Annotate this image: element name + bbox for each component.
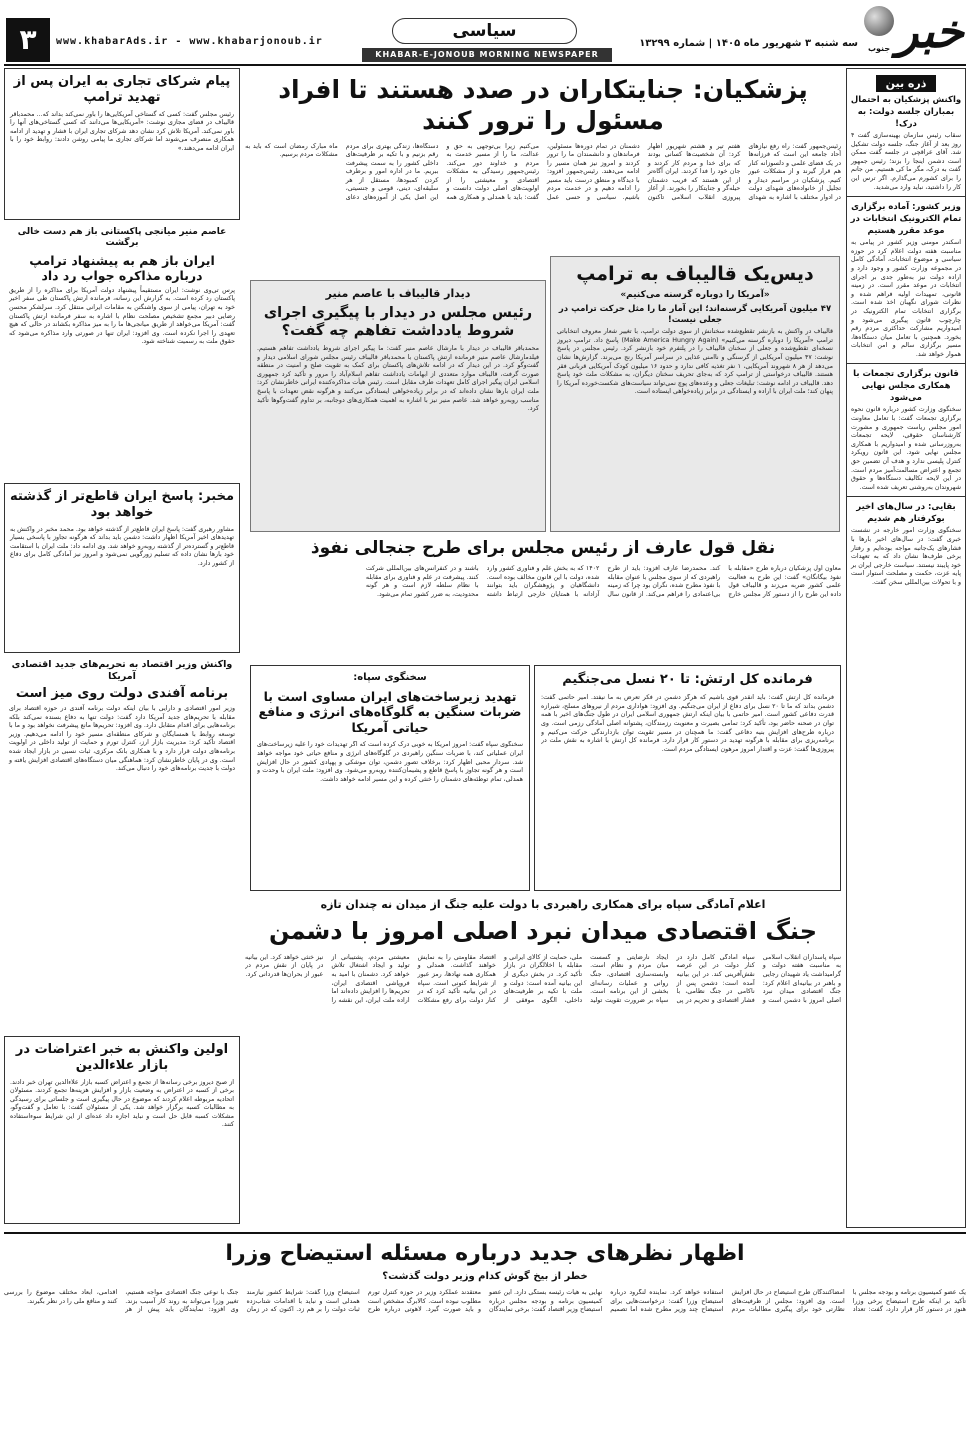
asim-body: محمدباقر قالیباف در دیدار با مارشال عاصم منیر گفت: ما پیگیر اجرای شروط یادداشت تفاهم هستیم. فیلدمارشال عاصم منیر فرمانده ارتش پاکستان با محمدباقر قالیباف رئیس مجلس شورای اسلامی دیدار و گفت‌وگو کرد. در این دیدار که در ادامه تلاش‌های پاکستان برای کمک به تقویت صلح و امنیت در منطقه صورت گرفت، قالیباف موارد متعددی از ابهامات یادداشت تفاهم اسلام‌آباد را مرور و تأکید کرد جمهوری اسلامی ایران پیگیر اجرای کامل تعهدات طرف مقابل است. رئیس هیأت مذاکره‌کننده ایرانی خاطرنشان کرد: ملت ایران بارها نشان داده‌اند که در برابر زیاده‌خواهی ایستادگی می‌کنند و هرگونه نقض تعهدات با پاسخ مناسب روبه‌رو خواهد شد. عاصم منیر نیز با اشاره به اهمیت همکاری‌های دوجانبه، بر تداوم گفت‌وگوها تأکید کرد. — [257, 345, 539, 413]
strip-item-1-title: واکنش پزشکیان به احتمال بمباران جلسه دولت: به درک! — [850, 95, 962, 129]
bottom-headline: اظهار نظرهای جدید درباره مسئله استیضاح وزرا — [225, 1241, 745, 1266]
qalibaf-headline: دیس‌یک قالیباف به ترامپ — [576, 263, 814, 285]
logo-sub: جنوب — [868, 44, 891, 53]
strip-item-4-body: سخنگوی وزارت امور خارجه در نشست خبری گفت: در سال‌های اخیر بارها با فشارهای یک‌جانبه مواجه بوده‌ایم و رفتار برخی طرف‌ها نشان داد که به تعهدات خود پایبند نیستند. سیاست خارجی ایران بر پایه عزت، حکمت و مصلحت استوار است و با تحولات بین‌المللی سخن گفت. — [851, 527, 961, 586]
army-headline: فرمانده کل ارتش: تا ۲۰ نسل می‌جنگیم — [562, 672, 813, 687]
strip-item-2-body: اسکندر مومنی وزیر کشور در پیامی به مناسبت هفته دولت اعلام کرد در حوزه سیاسی و موضوع انتخابات، آمادگی کامل در مجموعه وزارت کشور و وجود دارد و اراده دولت نیز به‌طور جدی بر اجرای انتخابات در موعد مقرر است. در زمینه قانونی، تمهیدات اولیه فراهم شده و نظرات شورای نگهبان اخذ شده است. برگزاری انتخابات تمام الکترونیک در چارچوب قانون پیگیری می‌شود و امیدواریم مشارکت حداکثری مردم رقم بخورد. همچنین با تعامل میان دستگاه‌ها، مسیر برگزاری سالم و امن انتخابات هموار خواهد شد. — [851, 239, 961, 358]
left-story-1 — [4, 68, 240, 220]
sepah-body: سخنگوی سپاه گفت: امروز آمریکا به خوبی درک کرده است که اگر تهدیدات خود را علیه زیرساخت‌های ایران عملیاتی کند، با ضربات سنگین راهبردی در گلوگاه‌های انرژی و منافع حیاتی خود مواجه خواهد شد. سردار محبی اظهار کرد: برخلاف تصور دشمن، توان موشکی و پهپادی کشور در حال افزایش است و هر گونه تجاوز با پاسخ قاطع و پشیمان‌کننده روبه‌رو می‌شود. وی افزود: ملت ایران با وحدت و همدلی، تمام توطئه‌های دشمنان را خنثی کرده و این مسیر ادامه خواهد داشت. — [257, 741, 523, 783]
bottom-sub: خطر از بیخ گوش کدام وزیر دولت گذشت؟ — [382, 1270, 588, 1282]
left4-headline: برنامه آفندی دولت روی میز است — [15, 685, 229, 701]
left-column — [4, 68, 240, 1228]
left1-headline: پیام شرکای تجاری به ایران پس از تهدید ترامپ — [13, 74, 231, 106]
left-story-4 — [4, 656, 240, 1036]
asim-box — [250, 280, 546, 532]
sepah-economic-story — [245, 898, 841, 1228]
right-column — [846, 68, 966, 1228]
left-story-2 — [4, 224, 240, 480]
left1-body: رئیس مجلس گفت: کسی که گستاخی آمریکایی‌ها را باور نمی‌کند بداند که... محمدباقر قالیباف در فضای مجازی نوشت: «آمریکایی‌ها می‌دانند که کسی گستاخی‌های آنها را باور نمی‌کند. آمریکا تلاش کرد نشان دهد شرکای تجاری ایران با فشار و تهدید از ادامه همکاری منصرف می‌شوند اما شرکای تجاری ما پیامی روشن دادند: روابط خود را با ایران ادامه می‌دهند.» — [10, 110, 234, 152]
left2-body: پرس تی‌وی نوشت: ایران مستقیماً پیشنهاد دولت آمریکا برای مذاکره را از طریق پاکستان رد کرده است. به گزارش این رسانه، فرمانده ارتش پاکستان طی سفر اخیر خود به تهران، پیامی از سوی واشنگتن به مقامات ایرانی منتقل کرد. سرلشکر محسن رضایی دبیر مجمع تشخیص مصلحت نظام با اشاره به سفر فرمانده ارتش پاکستان گفت: آمریکا می‌خواهد از طریق میانجی‌ها ما را به میز مذاکره بکشاند در حالی که هیچ تعهدی را اجرا نکرده است. وی افزود: ایران تنها در صورتی وارد مذاکره می‌شود که حقوق ملت به رسمیت شناخته شود. — [9, 286, 235, 346]
english-band: KHABAR-E-JONOUB MORNING NEWSPAPER — [362, 48, 612, 62]
bottom-story — [4, 1236, 966, 1434]
left2-kicker: عاصم منیر میانجی پاکستانی باز هم دست خالی برگشت — [17, 227, 227, 249]
left5-headline: اولین واکنش به خبر اعتراضات در بازار علاءالدین — [15, 1042, 229, 1074]
army-body: فرمانده کل ارتش گفت: باید آنقدر قوی باشیم که هرگز دشمن در فکر تعرض به ما نیفتد. امیر حاتمی گفت: دشمن بداند که ما تا ۲۰ نسل برای دفاع از ایران می‌جنگیم. وی افزود: هواداری مردم از نیروهای مسلح، شیرازه قدرت دفاعی کشور است. امیر حاتمی با بیان اینکه ارتش جمهوری اسلامی ایران در طول جنگ‌های اخیر با همه توان در صحنه حاضر بود، تأکید کرد: تمامی بصیرت و معنویت رزمندگان، پشتوانه اصلی آمادگی رزمی است. وی درباره طرح‌های افزایش بنیه دفاعی گفت: ما همچنان در مسیر تقویت توان بازدارندگی حرکت می‌کنیم و برنامه‌ریزی برای مقابله با هرگونه تهدید در دستور کار قرار دارد. فرمانده کل ارتش با اشاره به نقش ملت در پیروزی‌ها گفت: عزت و اقتدار امروز مرهون ایستادگی مردم است. — [541, 694, 834, 753]
globe-icon — [864, 6, 894, 36]
sepah-headline: تهدید زیرساخت‌های ایران مساوی است با ضربات سنگین به گلوگاه‌های انرژی و منافع حیاتی آمریکا — [258, 688, 522, 735]
naql-headline: نقل قول عارف از رئیس مجلس برای طرح جنجالی نفوذ — [310, 538, 776, 558]
economic-headline: جنگ اقتصادی میدان نبرد اصلی امروز با دشمن — [268, 916, 818, 945]
site-urls[interactable]: www.khabarAds.ir - www.khabarjonoub.ir — [56, 36, 323, 47]
naql-story — [245, 538, 841, 658]
masthead — [0, 0, 970, 68]
strip-item-3-body: سخنگوی وزارت کشور درباره قانون نحوه برگزاری تجمعات گفت: با تعامل معاونت امور مجلس ریاست جمهوری و مشورت کارشناسان حقوقی، لایحه تجمعات به‌روزرسانی شده و امیدواریم با همکاری مجلس نهایی شود. این قانون رویکرد کنترل پلیسی ندارد و هدف آن تضمین حق تجمع و اعتراض مسالمت‌آمیز مردم است. در این لایحه تکالیف دستگاه‌ها و حقوق شهروندان به‌روشنی تعریف شده است. — [851, 406, 961, 491]
qalibaf-box — [550, 256, 840, 532]
qalibaf-body: قالیباف در واکنش به بازنشر تقطیع‌شده سخنانش از سوی دولت ترامپ، با تغییر شعار معروف انتخاباتی ترامپ «آمریکا را دوباره گرسنه می‌کنیم» (Make America Hungry Again) پاسخ داد. ترامپ دیروز نسخه‌ای تقطیع‌شده و جعلی از سخنان قالیباف را در پلتفرم خود بازنشر کرد. رئیس مجلس در پاسخ نوشت: ۴۷ میلیون آمریکایی از گرسنگی و ناامنی غذایی در سراسر آمریکا رنج می‌برند. گزارش‌ها نشان می‌دهد از هر ۸ شهروند آمریکایی، ۱ نفر تغذیه کافی ندارد و حدود ۱۶ میلیون کودک آمریکایی قربانی فقر هستند. قالیباف درخواستی از ترامپ کرد که به‌جای تحریف سخنان دیگران، به مشکلات ملت خود پاسخ دهد. قالیباف در ادامه نوشت: تبلیغات جعلی و وعده‌های پوچ نمی‌تواند سیاست‌های شکست‌خورده آمریکا را پنهان کند؛ ملت ایران با اراده و ایستادگی در برابر زیاده‌خواهی ایستاده است. — [557, 328, 833, 396]
left3-headline: مخبر: پاسخ ایران قاطع‌تر از گذشته خواهد بود — [9, 489, 234, 521]
newspaper-logo — [858, 2, 966, 58]
strip-tag: ذره بین — [876, 75, 937, 92]
logo-wordmark: خبر — [896, 4, 964, 58]
top-headline: پزشکیان: جنایتکاران در صدد هستند تا افراد مسئول را ترور کنند — [278, 75, 808, 136]
top-body: رئیس‌جمهور گفت: راه رفع نیازهای آحاد جامعه این است که فرزانه‌ها در یک فضای علمی و دلسوزانه کنار هم قرار گیرند و از مشکلات عبور کنیم. پزشکیان در مراسم دیدار و تجلیل از خانواده‌های شهدای دولت در ادوار مختلف با اشاره به شهدای هفتم تیر و هشتم شهریور اظهار کرد: آن شخصیت‌ها کسانی بودند که برای خدا و مردم کار کردند و جان خود را فدا کردند. ایران آگاه‌تر از این هستند که فریب دشمنان حیله‌گر و جنایتکار را بخورند. از آغاز پیروزی انقلاب اسلامی تاکنون دشمنان در تمام دوره‌ها مسئولین، فرماندهان و دانشمندان ما را ترور کردند و امروز نیز همان مسیر را ادامه می‌دهند. رئیس‌جمهور افزود: با دیدگاه و منطق درست باید مسیر را ادامه دهیم و در خدمت مردم باشیم. سیاسی و حسی عمل می‌کنیم زیرا بی‌توجهی به حق و عدالت، ما را از مسیر خدمت به مردم و خداوند دور می‌کند. رئیس‌جمهور رسیدگی به مشکلات اقتصادی و معیشتی را از اولویت‌های اصلی دولت دانست و گفت: باید با همدلی و همکاری همه دستگاه‌ها، زندگی بهتری برای مردم رقم بزنیم و با تکیه بر ظرفیت‌های داخلی کشور را به سمت پیشرفت ببریم. ما در اداره امور و برطرف کردن کمبودها، مستقل از هر سلیقه‌ای، دینی، قومی و جنسیتی، این اصل یکی از آموزه‌های دعای ماه مبارک رمضان است که باید به مشکلات مردم برسیم. — [245, 142, 841, 202]
asim-headline: رئیس مجلس در دیدار با پیگیری اجرای شروط یادداشت تفاهم چه گفت؟ — [263, 304, 533, 339]
left4-kicker: واکنش وزیر اقتصاد به تحریم‌های جدید اقتصادی آمریکا — [11, 659, 233, 682]
qalibaf-sub: «آمریکا را دوباره گرسنه می‌کنیم» — [620, 289, 770, 300]
qalibaf-sub2: ۴۷ میلیون آمریکایی گرسنه‌اند؛ این آمار ما را مثل حرکت ترامپ در جعلی نیست! — [558, 304, 832, 325]
left-story-3 — [4, 483, 240, 653]
sepah-box — [250, 665, 530, 891]
sepah-kicker: سخنگوی سپاه: — [353, 672, 427, 683]
strip-item-2-title: وزیر کشور: آماده برگزاری تمام الکترونیک انتخابات در موعد مقرر هستیم — [850, 202, 962, 237]
strip-item-1-body: سقاب رئیس سازمان بهینه‌سازی گفت ۴ روز بعد از آغاز جنگ، جلسه دولت تشکیل شد. آقای عراقچی در جلسه گفت ممکن است دشمن اینجا را بزند؛ رئیس جمهور گفت به درک، مگر ما کی هستیم. من جانم را برای کشورم می‌گذارم. اگر ترس این کار را داشتید، نباید وارد می‌شدید. — [851, 132, 961, 191]
left2-headline: ایران باز هم به پیشنهاد ترامپ درباره مذاکره جواب رد داد — [29, 252, 215, 284]
left4-body: وزیر امور اقتصادی و دارایی با بیان اینکه دولت برنامه آفندی در حوزه اقتصاد برای مقابله با تحریم‌های جدید آمریکا دارد گفت: دولت تنها به دفاع بسنده نمی‌کند بلکه برنامه‌هایی برای اقدام متقابل دارد. وی افزود: تحریم‌ها مانع پیشرفت نخواهد بود و ما با توسعه روابط با همسایگان و شرکای منطقه‌ای مسیر خود را ادامه می‌دهیم. وزیر اقتصاد تأکید کرد: مدیریت بازار ارز، کنترل تورم و حمایت از تولید داخلی در اولویت برنامه‌های دولت قرار دارد و با همکاری بانک مرکزی، ثبات نسبی در بازار ایجاد شده است. وی در پایان خاطرنشان کرد: هماهنگی میان دستگاه‌های اقتصادی افزایش یافته و دولت با جدیت برنامه‌های خود را دنبال می‌کند. — [9, 705, 235, 773]
section-title: سیاسی — [392, 18, 577, 44]
army-box — [534, 665, 841, 891]
page-number: ۳ — [6, 18, 50, 62]
economic-kicker: اعلام آمادگی سپاه برای همکاری راهبردی با دولت علیه جنگ از میدان نه چندان تازه — [320, 898, 766, 911]
strip-item-3-title: قانون برگزاری تجمعات با همکاری مجلس نهایی می‌شود — [853, 369, 959, 404]
left5-body: از صبح دیروز برخی رسانه‌ها از تجمع و اعتراض کسبه بازار علاءالدین تهران خبر دادند. برخی از کسبه در اعتراض به وضعیت بازار و افزایش هزینه‌ها تجمع کردند. مسئولان اتحادیه مربوطه اعلام کردند که موضوع در حال پیگیری است و جلساتی برای رسیدگی به مطالبات کسبه برگزار خواهد شد. یکی از مسئولان گفت: با تعامل و گفت‌وگو، مشکلات کسبه قابل حل است و نباید اجازه داد عده‌ای از این شرایط سوءاستفاده کنند. — [10, 1078, 234, 1129]
economic-body: سپاه پاسداران انقلاب اسلامی به مناسبت هفته دولت و گرامیداشت یاد شهیدان رجایی و باهنر در بیانیه‌ای اعلام کرد: جنگ اقتصادی میدان نبرد اصلی امروز با دشمن است و سپاه آمادگی کامل دارد در کنار دولت در این عرصه نقش‌آفرینی کند. در این بیانیه آمده است: دشمن پس از ناکامی در جنگ نظامی، با فشار اقتصادی و تحریم در پی ایجاد نارضایتی و گسست میان مردم و نظام است. وابسته‌سازی اقتصادی، جنگ روانی و عملیات رسانه‌ای بخشی از این برنامه است. سپاه بر ضرورت تقویت تولید ملی، حمایت از کالای ایرانی و مقابله با اخلالگران در بازار تأکید کرد. در بخش دیگری از این بیانیه آمده است: دولت و ملت با تکیه بر ظرفیت‌های داخلی، الگوی موفقی از اقتصاد مقاومتی را به نمایش خواهند گذاشت. همدلی و همکاری همه نهادها، رمز عبور از شرایط کنونی است. سپاه در این بیانیه تأکید کرد که در کنار دولت برای رفع مشکلات معیشتی مردم، پشتیبانی از تولید و ایجاد اشتغال تلاش خواهد کرد. دشمنان با امید به فروپاشی اقتصادی ایران، تحریم‌ها را افزایش داده‌اند اما اراده ملت ایران، این نقشه را نیز خنثی خواهد کرد. این بیانیه در پایان از نقش مردم در عبور از بحران‌ها قدردانی کرد. — [245, 953, 841, 1004]
naql-body: معاون اول پزشکیان درباره طرح «مقابله با نفوذ بیگانگان» گفت: این طرح به فعالیت علمی کشور ضربه می‌زند و قالیباف قول داده این طرح را از دستور کار مجلس خارج کند. محمدرضا عارف افزود: باید از طرح راهبردی که از سوی مجلس با عنوان مقابله با نفوذ مطرح شده، نگران بود چرا که زمینه بی‌اعتمادی را فراهم می‌کند. از قانون سال ۱۴۰۲ که به بخش علم و فناوری کشور وارد شده، دولت با این قانون مخالف بوده است. دانشگاهیان و پژوهشگران باید بتوانند آزادانه با همتایان خارجی ارتباط داشته باشند و در کنفرانس‌های بین‌المللی شرکت کنند. پیشرفت در علم و فناوری برای مقابله با نظام سلطه لازم است و هر گونه محدودیت، به ضرر کشور تمام می‌شود. — [365, 565, 841, 599]
left3-body: مشاور رهبری گفت: پاسخ ایران قاطع‌تر از گذشته خواهد بود. محمد مخبر در واکنش به تهدیدهای اخیر آمریکا اظهار داشت: دشمن باید بداند که هرگونه تجاوز با پاسخی بسیار قاطع‌تر و گسترده‌تر از گذشته روبه‌رو خواهد شد. وی ادامه داد: ملت ایران با استقامت خود بارها نشان داده که تسلیم زورگویی نمی‌شود و امروز نیز آمادگی کامل برای دفاع از کشور دارد. — [10, 525, 234, 567]
left-story-5 — [4, 1036, 240, 1224]
bottom-body: یک عضو کمیسیون برنامه و بودجه مجلس با تأکید بر اینکه طرح استیضاح برخی وزرا هنوز در دستور کار قرار دارد، گفت: تعداد امضاکنندگان طرح استیضاح در حال افزایش است. وی افزود: مجلس از ظرفیت‌های نظارتی خود برای پیگیری مطالبات مردم استفاده خواهد کرد. نماینده لنگرود درباره استیضاح وزرا گفت: درخواست‌هایی برای استیضاح چند وزیر مطرح شده اما تصمیم نهایی به هیأت رئیسه بستگی دارد. این عضو کمیسیون برنامه و بودجه مجلس درباره استیضاح وزیر اقتصاد گفت: برخی نمایندگان معتقدند عملکرد وزیر در حوزه کنترل تورم مطلوب نبوده است. کالابرگ مشخص است و باید صورت گیرد. لاهوتی درباره طرح استیضاح وزرا گفت: شرایط کشور نیازمند همدلی است و نباید با اقدامات شتاب‌زده ثبات دولت را بر هم زد. اکنون که در زمان جنگ با نوعی جنگ اقتصادی مواجه هستیم، تغییر وزرا می‌تواند به روند کار آسیب بزند. وی افزود: نمایندگان باید پیش از هر اقدامی، ابعاد مختلف موضوع را بررسی کنند و منافع ملی را در نظر بگیرند. — [4, 1289, 966, 1314]
asim-kicker: دیدار قالیباف با عاصم منیر — [325, 287, 471, 300]
date-line: سه شنبه ۳ شهریور ماه ۱۴۰۵ | شماره ۱۳۲۹۹ — [639, 38, 858, 49]
bottom-rule — [4, 1232, 966, 1234]
top-story — [245, 70, 841, 256]
strip-item-4-title: بقایی: در سال‌های اخیر بوکرفتار هم شدیم — [856, 502, 956, 525]
header-rule — [4, 64, 966, 66]
